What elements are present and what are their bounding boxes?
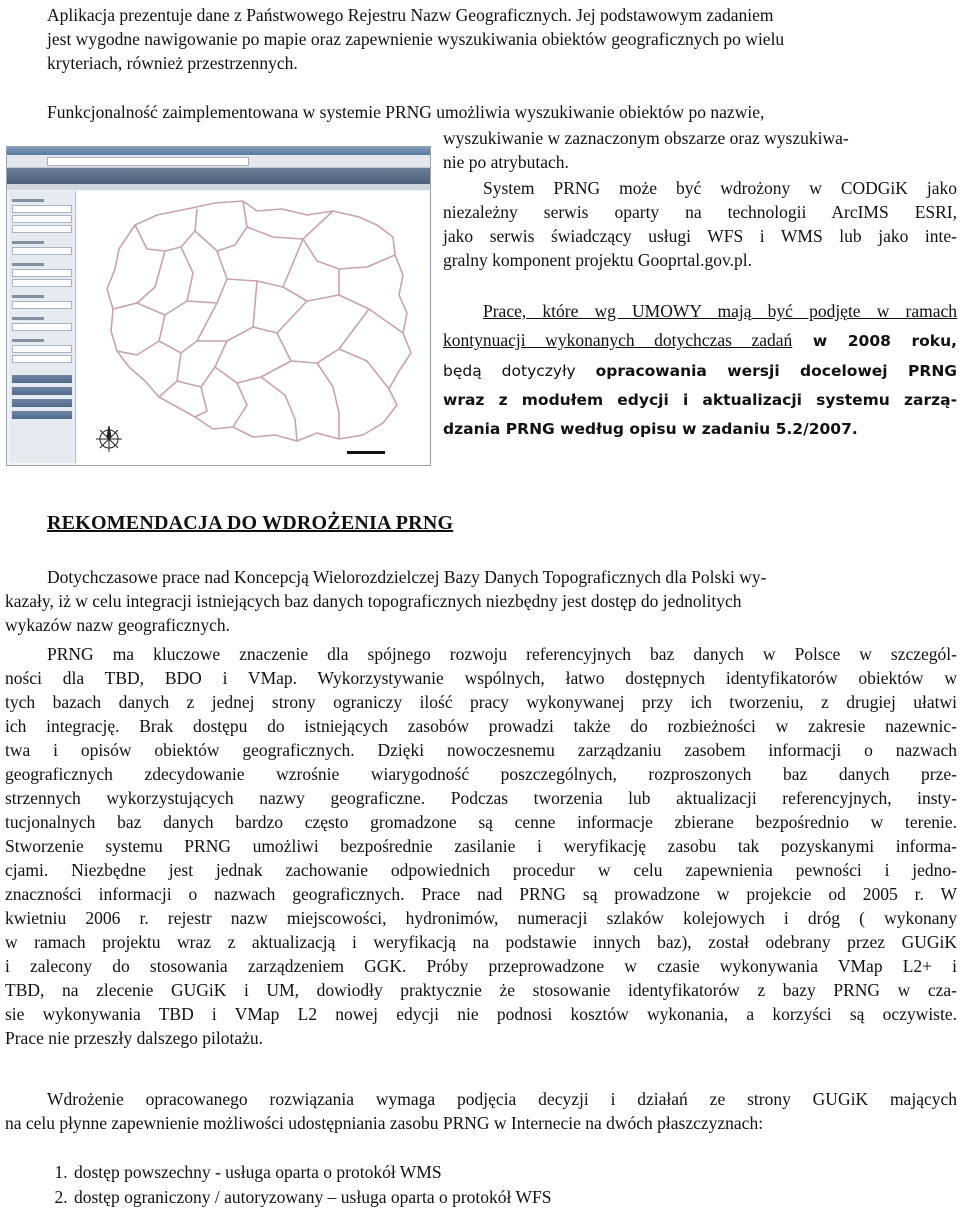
paragraph-line: w ramach projektu wraz z aktualizacją i weryfikacją na podstawie innych baz), został odebrany przez GUGiK [5,932,957,952]
plans-paragraph [443,297,957,444]
system-line: niezależny serwis oparty na technologii ArcIMS ESRI, [443,202,957,222]
paragraph-line: tucjonalnych baz danych bardzo często gromadzone są cenne informacje zbierane bezpośrednio w terenie. [5,812,957,832]
paragraph-line: Wdrożenie opracowanego rozwiązania wymaga podjęcia decyzji i działań ze strony GUGiK mających [47,1089,957,1109]
access-list [38,1160,551,1210]
functionality-line-1: Funkcjonalność zaimplementowana w systemie PRNG umożliwia wyszukiwanie obiektów po nazwie, [47,102,765,122]
paragraph-line: TBD, na zlecenie GUGiK i UM, dowiodły praktycznie że stosowanie identyfikatorów z bazy PRNG w cza- [5,980,957,1000]
app-screenshot [6,146,431,466]
screenshot-toolbar [7,184,430,190]
plans-line [443,326,957,356]
functionality-paragraph [443,126,957,174]
paragraph-line: PRNG ma kluczowe znaczenie dla spójnego rozwoju referencyjnych baz danych w Polsce w szczegól- [47,644,957,664]
system-line: jako serwis świadczący usługi WFS i WMS lub jako inte- [443,226,957,246]
screenshot-search-panel [9,191,76,463]
plans-year: w 2008 roku, [792,332,958,350]
intro-line: kryteriach, również przestrzennych. [47,53,298,73]
paragraph-line: na celu płynne zapewnienie możliwości udostępniania zasobu PRNG w Internecie na dwóch płaszczyznach: [5,1113,764,1133]
plans-text: kontynuacji wykonanych dotychczas zadań [443,330,793,350]
plans-line [443,356,957,386]
screenshot-map [77,191,429,465]
paragraph-line: geograficznych zdecydowanie wzrośnie wiarygodność poszczególnych, rozproszonych baz danych prze- [5,764,957,784]
paragraph-line: tych bazach danych z jednej strony ograniczy ilość pracy wykonywanej przy ich tworzeniu, z drugiej ułatwi [5,692,957,712]
system-line: System PRNG może być wdrożony w CODGiK jako [483,178,957,198]
screenshot-app-header [7,168,430,184]
plans-bold: opracowania wersji docelowej PRNG [595,362,958,380]
paragraph-line: znaczności informacji o nazwach geograficznych. Prace nad PRNG są prowadzone w projekcie od 2005 r. W [5,884,957,904]
paragraph-1 [5,565,957,637]
screenshot-address-bar [7,155,430,168]
paragraph-line: kazały, iż w celu integracji istniejących baz danych topograficznych niezbędny jest dostęp do jednolitych [5,591,742,611]
system-line: gralny komponent projektu Gooprtal.gov.pl. [443,250,752,270]
paragraph-line: Dotychczasowe prace nad Koncepcją Wielorozdzielczej Bazy Danych Topograficznych dla Polski wy- [47,567,767,587]
plans-text: będą dotyczyły [443,362,596,380]
paragraph-line: Stworzenie systemu PRNG umożliwi bezpośrednie zasilanie i weryfikację zasobu tak pozyskanymi informa- [5,836,957,856]
paragraph-line: wykazów nazw geograficznych. [5,615,230,635]
paragraph-line: kwietniu 2006 r. rejestr nazw miejscowości, hydronimów, numeracji szlaków kolejowych i dróg ( wykonany [5,908,957,928]
list-item: 1. dostęp powszechny - usługa oparta o protokół WMS [72,1160,551,1185]
paragraph-3 [5,1087,957,1135]
paragraph-line: twa i opisów obiektów geograficznych. Dzięki nowoczesnemu zarządzaniu zasobem informacji o nazwach [5,740,957,760]
plans-text: Prace, które wg UMOWY mają być podjęte w ramach [483,301,957,321]
system-paragraph [443,176,957,272]
list-item: 2. dostęp ograniczony / autoryzowany – usługa oparta o protokół WFS [72,1185,551,1210]
functionality-line: wyszukiwanie w zaznaczonym obszarze oraz wyszukiwa- [443,128,849,148]
plans-line: wraz z modułem edycji i aktualizacji systemu zarzą- [443,391,957,409]
paragraph-line: cjami. Niezbędne jest jednak zachowanie odpowiednich procedur w celu zapewnienia pewności i jedno- [5,860,957,880]
intro-paragraph [47,3,957,75]
functionality-line: nie po atrybutach. [443,152,569,172]
paragraph-2 [5,642,957,1050]
paragraph-line: ności dla TBD, BDO i VMap. Wykorzystywanie wspólnych, łatwo dostępnych identyfikatorów obiektów w [5,668,957,688]
section-heading: REKOMENDACJA DO WDROŻENIA PRNG [47,512,454,534]
plans-line [443,297,957,326]
plans-line: dzania PRNG według opisu w zadaniu 5.2/2007. [443,420,858,438]
intro-line: Aplikacja prezentuje dane z Państwowego Rejestru Nazw Geograficznych. Jej podstawowym zadaniem [47,5,774,25]
paragraph-line: strzennych wykorzystujących nazwy geograficzne. Podczas tworzenia lub aktualizacji referencyjnych, insty- [5,788,957,808]
screenshot-titlebar [7,147,430,155]
paragraph-line: i zalecony do stosowania zarządzeniem GGK. Próby przeprowadzone w czasie wykonywania VMap L2+ i [5,956,957,976]
paragraph-line: Prace nie przeszły dalszego pilotażu. [5,1028,264,1048]
paragraph-line: ich integrację. Brak dostępu do istniejących zasobów prowadzi także do rozbieżności w zakresie nazewnic- [5,716,957,736]
poland-voivodeship-map [77,191,429,465]
paragraph-line: sie wykonywania TBD i VMap L2 nowej edycji nie podnosi kosztów wykonania, a korzyści są oczywiste. [5,1004,957,1024]
intro-line: jest wygodne nawigowanie po mapie oraz zapewnienie wyszukiwania obiektów geograficznych po wielu [47,29,785,49]
